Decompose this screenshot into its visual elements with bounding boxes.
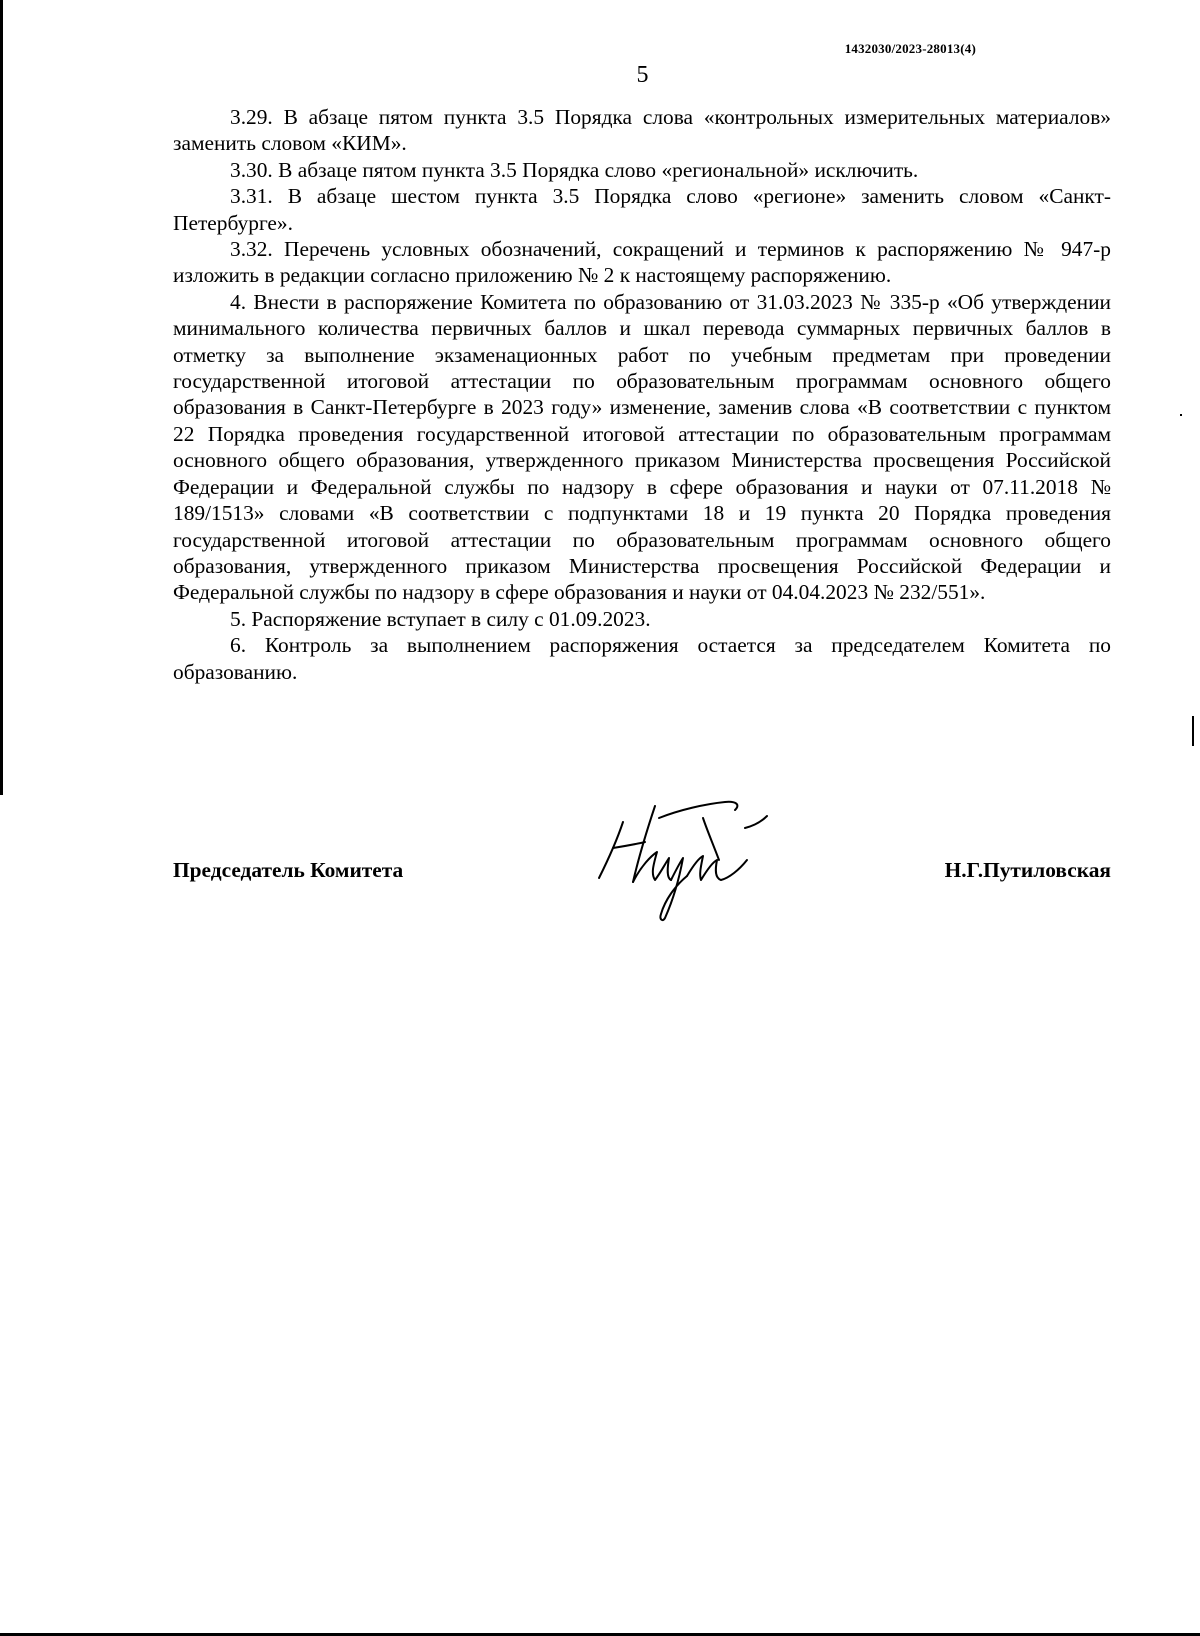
document-body <box>173 104 1111 685</box>
scan-speck <box>1180 414 1182 416</box>
signatory-name: Н.Г.Путиловская <box>944 858 1111 882</box>
paragraph-4: 4. Внести в распоряжение Комитета по образованию от 31.03.2023 № 335-р «Об утверждении минимального количества первичных баллов и шкал перевода суммарных первичных баллов в отметку за выполнение экзаменационных работ по учебным предметам при проведении государственной итоговой аттестации по образовательным программам основного общего образования в Санкт-Петербурге в 2023 году» изменение, заменив слова «В соответствии с пунктом 22 Порядка проведения государственной итоговой аттестации по образовательным программам основного общего образования, утвержденного приказом Министерства просвещения Российской Федерации и Федеральной службы по надзору в сфере образования и науки от 07.11.2018 № 189/1513» словами «В соответствии с подпунктами 18 и 19 пункта 20 Порядка проведения государственной итоговой аттестации по образовательным программам основного общего образования, утвержденного приказом Министерства просвещения Российской Федерации и Федеральной службы по надзору в сфере образования и науки от 04.04.2023 № 232/551». <box>173 289 1111 605</box>
paragraph-3-29: 3.29. В абзаце пятом пункта 3.5 Порядка слова «контрольных измерительных материалов» заменить словом «КИМ». <box>173 105 1111 156</box>
paragraph-3-31: 3.31. В абзаце шестом пункта 3.5 Порядка слово «регионе» заменить словом «Санкт-Петербурге». <box>173 184 1111 235</box>
paragraph-3-30: 3.30. В абзаце пятом пункта 3.5 Порядка слово «региональной» исключить. <box>230 157 919 182</box>
scan-edge-left <box>0 0 3 795</box>
scan-mark-right <box>1192 716 1194 746</box>
signatory-position: Председатель Комитета <box>173 858 404 882</box>
paragraph-5: 5. Распоряжение вступает в силу с 01.09.2023. <box>230 606 651 631</box>
paragraph-3-32: 3.32. Перечень условных обозначений, сокращений и терминов к распоряжению № 947-р изложить в редакции согласно приложению № 2 к настоящему распоряжению. <box>173 237 1111 288</box>
handwritten-signature <box>595 800 775 925</box>
document-id: 1432030/2023-28013(4) <box>844 41 976 56</box>
page-number: 5 <box>636 62 649 88</box>
paragraph-6: 6. Контроль за выполнением распоряжения остается за председателем Комитета по образованию. <box>173 633 1111 684</box>
